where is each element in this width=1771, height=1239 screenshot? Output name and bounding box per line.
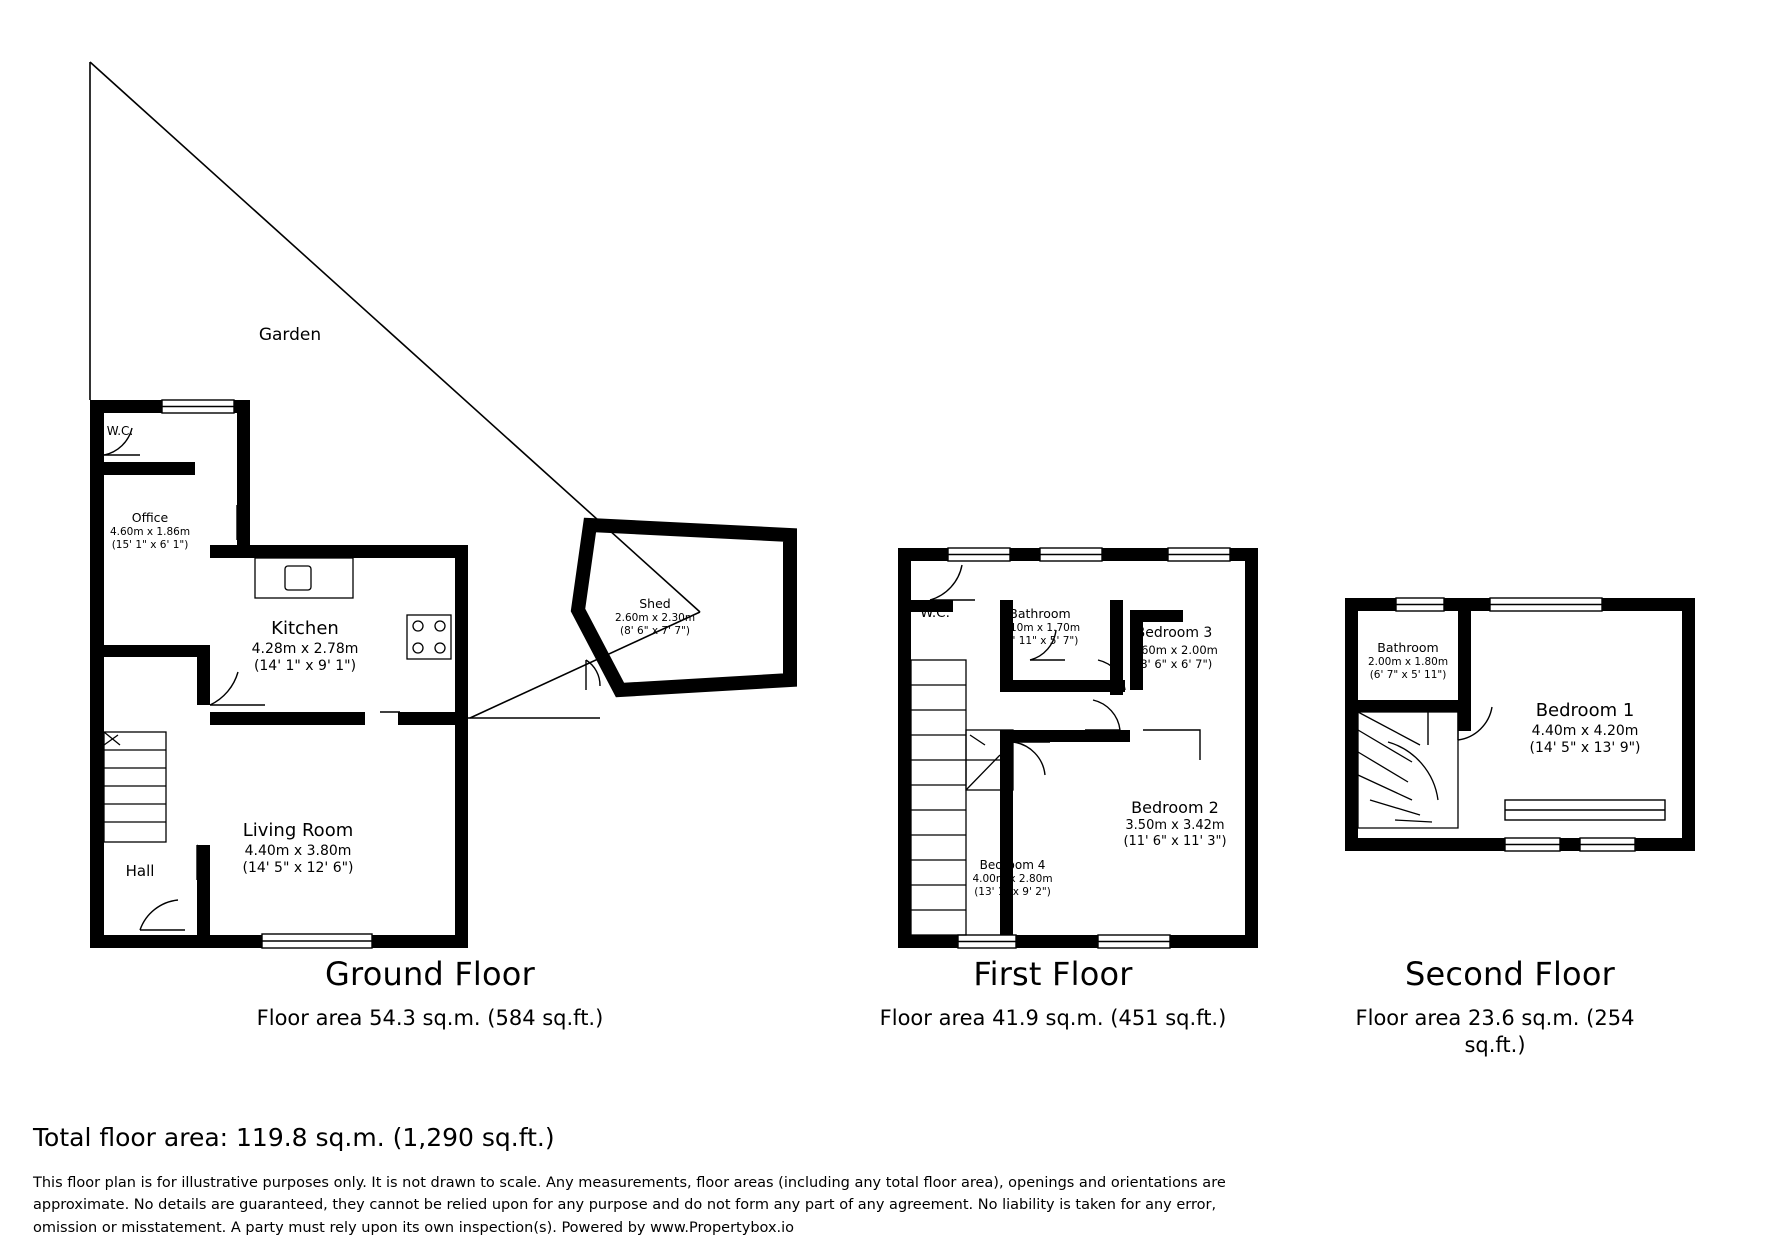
room-name-bedroom-1: Bedroom 1 <box>1535 700 1635 721</box>
room-label-living-room <box>213 820 383 878</box>
total-floor-area: Total floor area: 119.8 sq.m. (1,290 sq.ft.) <box>33 1123 555 1152</box>
room-name-hall: Hall <box>125 862 155 880</box>
room-label-bedroom-4 <box>955 858 1070 899</box>
room-dim-ft-bedroom-1: (14' 5" x 13' 9") <box>1529 740 1641 756</box>
room-name-kitchen: Kitchen <box>271 618 339 639</box>
room-dim-m-living-room: 4.40m x 3.80m <box>244 842 352 859</box>
room-label-bedroom-2 <box>1090 798 1260 851</box>
room-dim-ft-bathroom-first: (6' 11" x 5' 7") <box>1001 634 1079 647</box>
shed-door <box>586 660 600 690</box>
room-label-office <box>90 510 210 552</box>
room-name-bedroom-3: Bedroom 3 <box>1135 625 1213 641</box>
room-label-bedroom-3 <box>1108 625 1240 671</box>
room-dim-m-bathroom-second: 2.00m x 1.80m <box>1367 655 1449 668</box>
room-name-bathroom-second: Bathroom <box>1377 640 1439 655</box>
room-dim-ft-kitchen: (14' 1" x 9' 1") <box>253 658 357 674</box>
room-label-bathroom-second <box>1343 640 1473 682</box>
room-dim-m-bedroom-1: 4.40m x 4.20m <box>1531 722 1639 739</box>
room-dim-m-bedroom-2: 3.50m x 3.42m <box>1125 818 1225 833</box>
floor-title-first: First Floor <box>973 955 1133 993</box>
room-name-garden: Garden <box>258 325 322 345</box>
room-name-wc-first: W.C. <box>920 605 950 621</box>
floor-area-ground: Floor area 54.3 sq.m. (584 sq.ft.) <box>256 1006 604 1030</box>
ground-floor-stairs <box>104 732 166 842</box>
room-dim-ft-bedroom-4: (13' 1" x 9' 2") <box>974 886 1051 899</box>
room-name-bedroom-2: Bedroom 2 <box>1131 798 1219 817</box>
room-dim-m-bedroom-4: 4.00m x 2.80m <box>972 873 1053 885</box>
room-dim-ft-bathroom-second: (6' 7" x 5' 11") <box>1369 668 1447 681</box>
room-dim-m-office: 4.60m x 1.86m <box>109 525 191 538</box>
room-name-wc-ground: W.C. <box>106 424 134 438</box>
room-dim-ft-shed: (8' 6" x 7' 7") <box>620 624 690 637</box>
room-name-shed: Shed <box>639 596 671 611</box>
room-dim-ft-living-room: (14' 5" x 12' 6") <box>242 860 354 876</box>
room-name-office: Office <box>131 510 169 525</box>
second-floor-stairs <box>1358 712 1458 828</box>
room-name-bedroom-4: Bedroom 4 <box>979 858 1046 872</box>
room-label-bedroom-1 <box>1500 700 1670 758</box>
room-dim-m-kitchen: 4.28m x 2.78m <box>251 640 359 657</box>
room-label-bathroom-first <box>985 606 1095 648</box>
room-dim-m-bedroom-3: 2.60m x 2.00m <box>1130 642 1218 657</box>
floor-title-ground: Ground Floor <box>325 955 535 993</box>
room-label-garden <box>230 325 350 346</box>
room-dim-ft-office: (15' 1" x 6' 1") <box>111 538 189 551</box>
disclaimer-text: This floor plan is for illustrative purposes only. It is not drawn to scale. Any measurements, floor areas (including any total floor area), openings and orientations are approximate. No details are guaranteed, they cannot be relied upon for any purpose and do not form any part of any agreement. No liability is taken for any error, omission or misstatement. A party must rely upon its own inspection(s). Powered by www.Propertybox.io <box>33 1175 1226 1236</box>
room-label-kitchen <box>225 618 385 676</box>
room-label-shed <box>600 596 710 638</box>
room-dim-ft-bedroom-3: (8' 6" x 6' 7") <box>1135 656 1213 671</box>
room-name-living-room: Living Room <box>242 820 354 841</box>
room-dim-m-bathroom-first: 2.10m x 1.70m <box>999 621 1081 634</box>
room-label-wc-ground <box>85 424 155 439</box>
floor-title-second: Second Floor <box>1405 955 1615 993</box>
room-dim-m-shed: 2.60m x 2.30m <box>614 611 696 624</box>
room-dim-ft-bedroom-2: (11' 6" x 11' 3") <box>1123 834 1227 850</box>
room-label-wc-first <box>900 605 970 622</box>
ground-floor-drawing <box>90 62 790 948</box>
floor-area-first: Floor area 41.9 sq.m. (451 sq.ft.) <box>879 1006 1227 1030</box>
floor-area-second: Floor area 23.6 sq.m. (254 sq.ft.) <box>1355 1006 1635 1058</box>
room-label-hall <box>105 862 175 881</box>
room-name-bathroom-first: Bathroom <box>1009 606 1071 621</box>
